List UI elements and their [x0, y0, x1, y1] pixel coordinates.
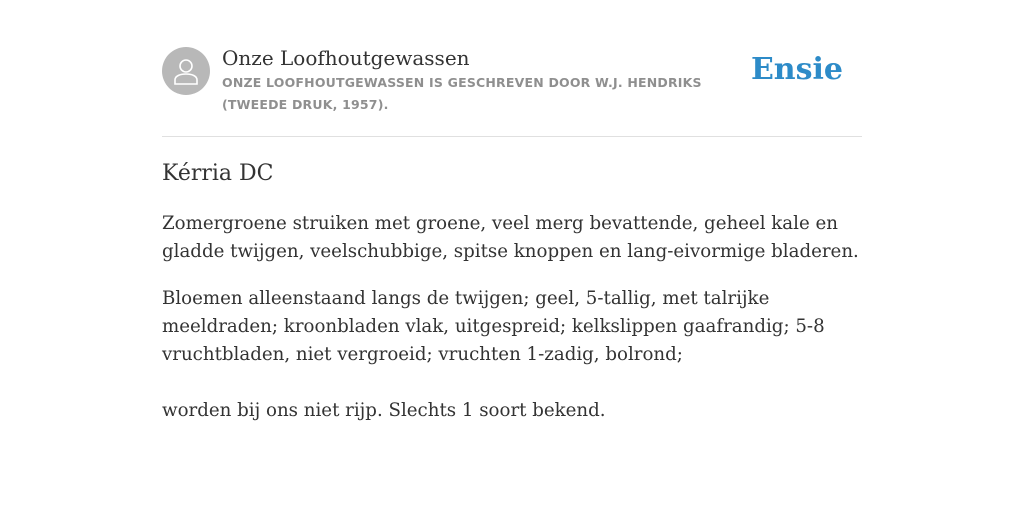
- book-title[interactable]: Onze Loofhoutgewassen: [222, 46, 470, 70]
- article: [162, 158, 862, 444]
- header: [162, 44, 862, 137]
- article-paragraph: Zomergroene struiken met groene, veel merg bevattende, geheel kale en gladde twijgen, veelschubbige, spitse knoppen en lang-eivormige bladeren.: [162, 213, 859, 262]
- avatar[interactable]: [162, 47, 210, 95]
- book-description: ONZE LOOFHOUTGEWASSEN IS GESCHREVEN DOOR W.J. HENDRIKS (TWEEDE DRUK, 1957).: [222, 75, 702, 112]
- brand-logo[interactable]: Ensie: [750, 52, 843, 87]
- article-heading: Kérria DC: [162, 161, 274, 186]
- user-icon: [173, 57, 199, 85]
- article-paragraph: Bloemen alleenstaand langs de twijgen; geel, 5-tallig, met talrijke meeldraden; kroonbladen vlak, uitgespreid; kelkslippen gaafrandig; 5-8 vruchtbladen, niet vergroeid; vruchten 1-zadig, bolrond;: [162, 288, 825, 365]
- article-paragraph: worden bij ons niet rijp. Slechts 1 soort bekend.: [162, 400, 606, 421]
